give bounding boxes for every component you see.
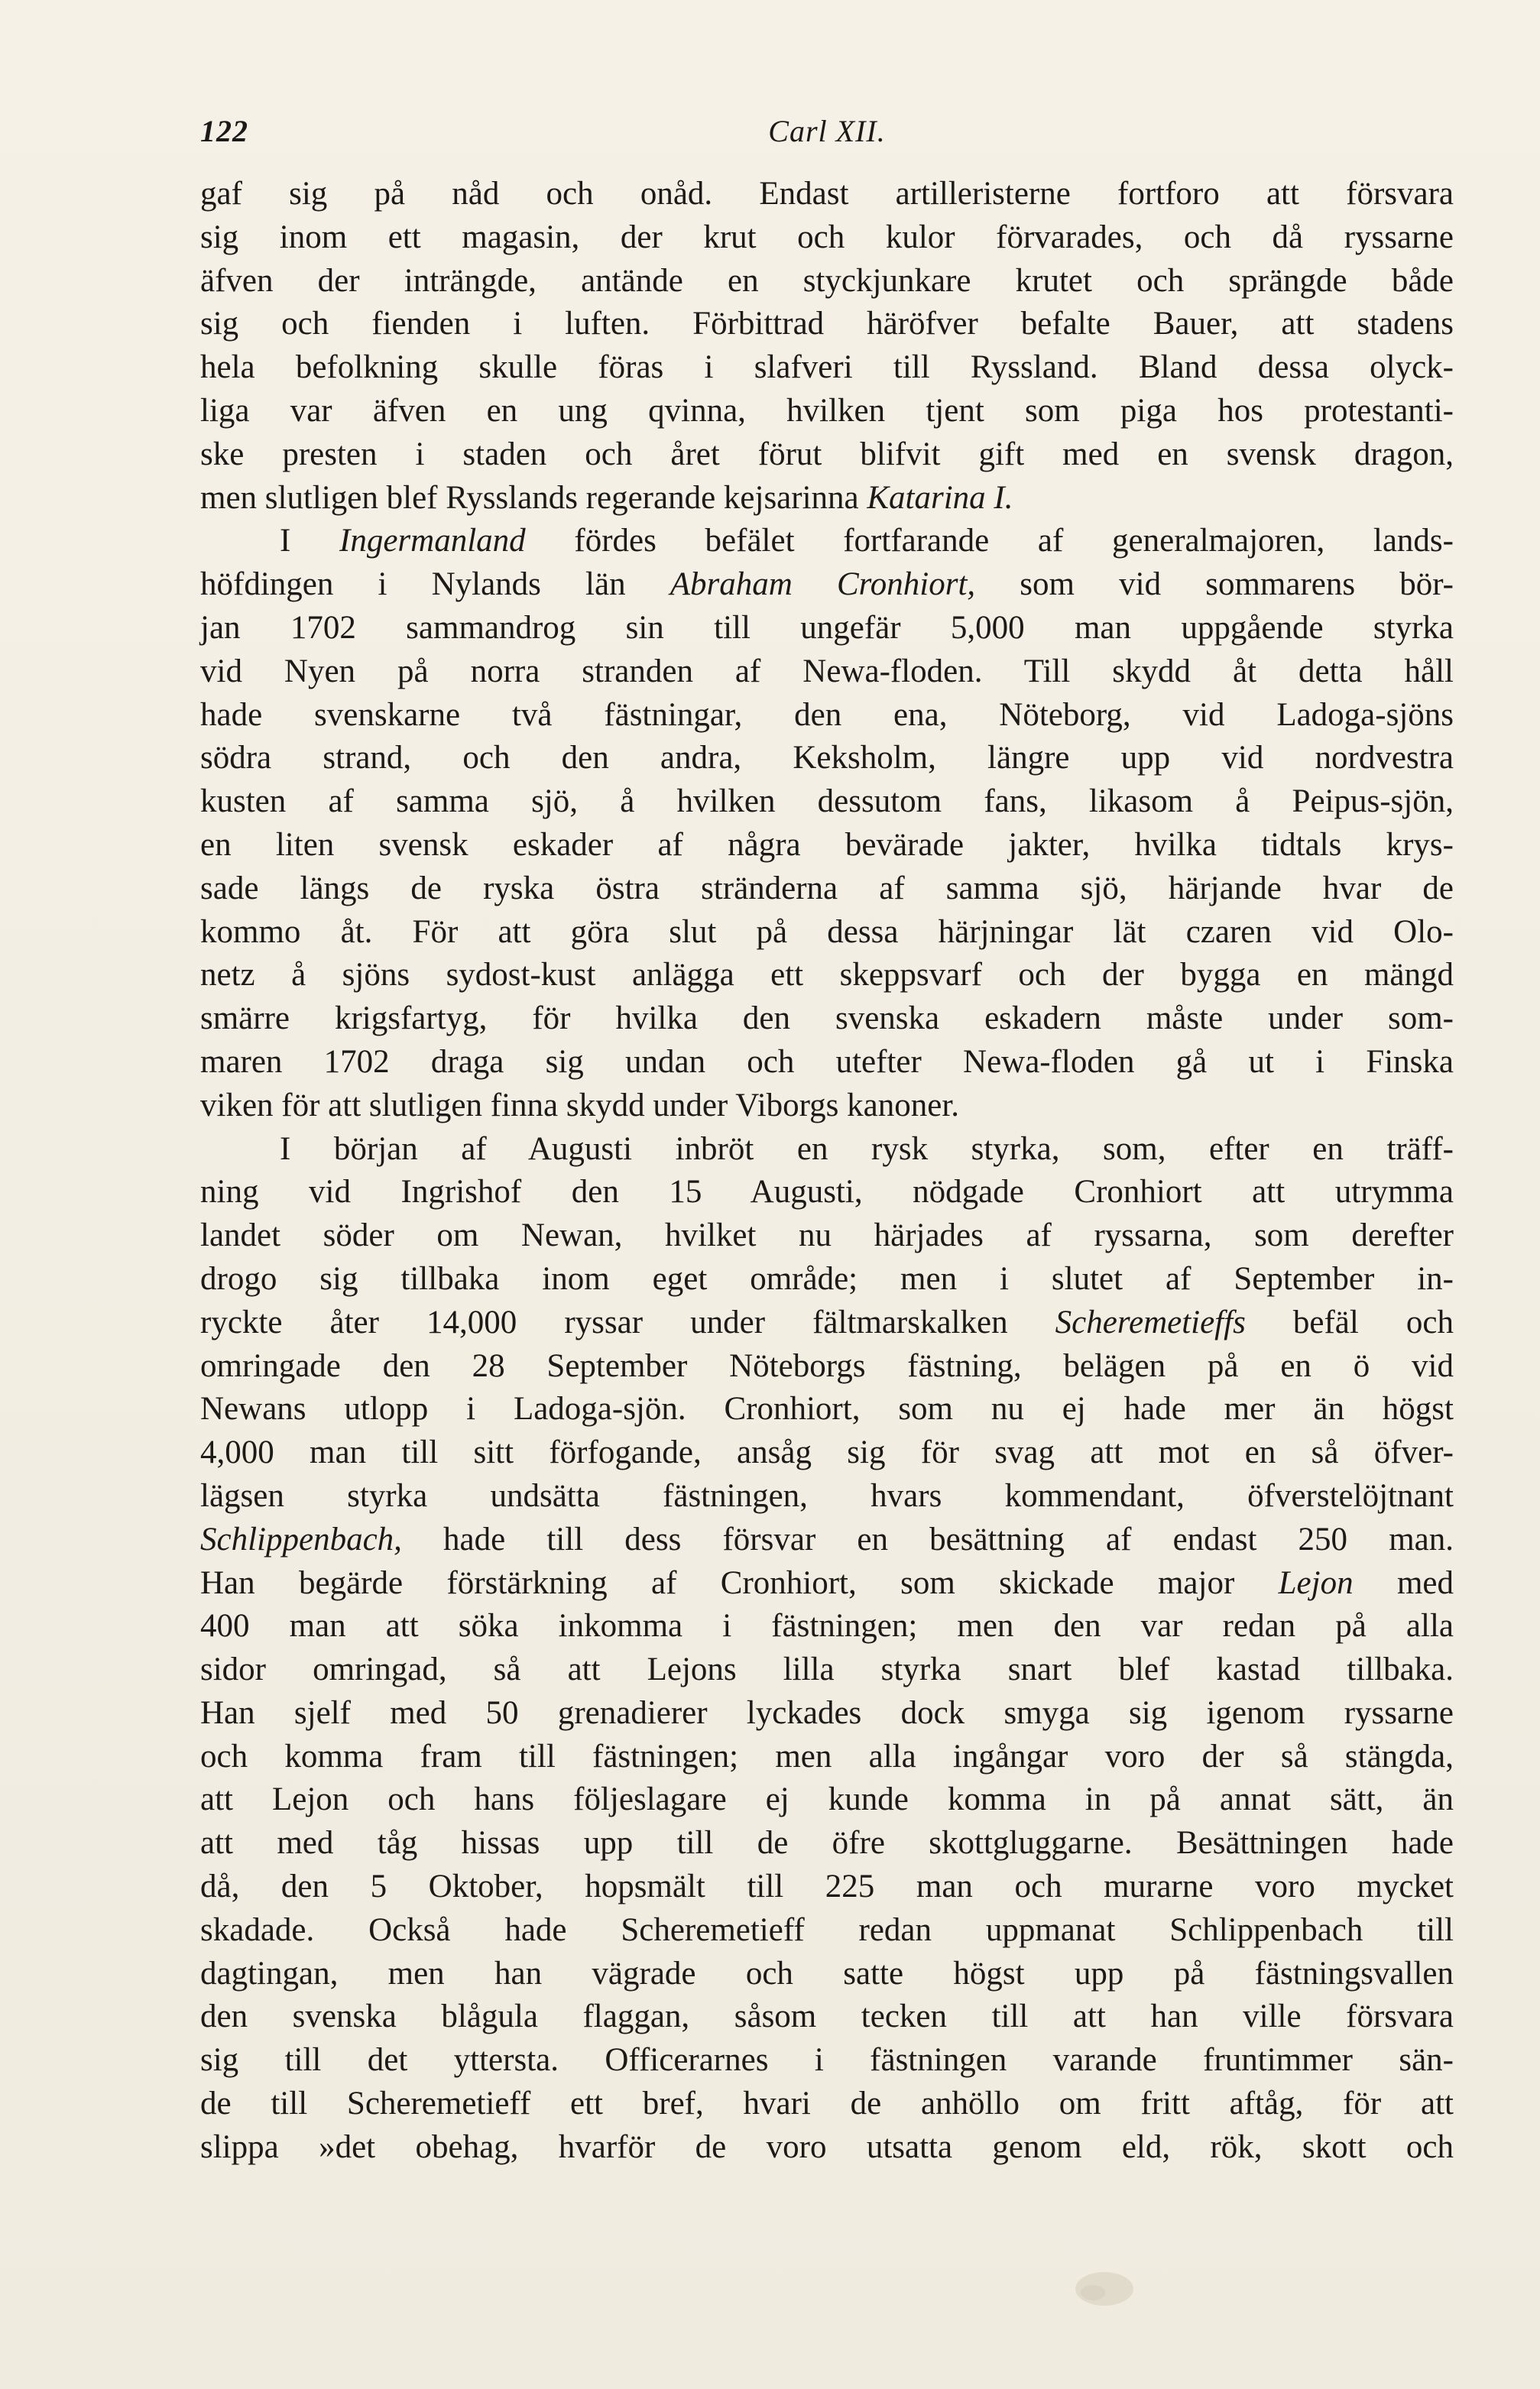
italic-name: Ingermanland [339,523,526,559]
text-segment: hade till dess försvar en besättning af endast 250 man. [401,1521,1454,1558]
text-line [200,563,1454,607]
text-line: den svenska blågula flaggan, såsom tecken till att han ville försvara [200,1998,1454,2035]
text-line: maren 1702 draga sig undan och utefter Newa-floden gå ut i Finska [200,1043,1454,1080]
text-line: viken för att slutligen finna skydd under Viborgs kanoner. [200,1087,960,1123]
text-segment: ryckte åter 14,000 ryssar under fältmarskalken [200,1304,1055,1340]
text-line: 400 man att söka inkomma i fästningen; men den var redan på alla [200,1608,1454,1645]
text-line: drogo sig tillbaka inom eget område; men i slutet af September in- [200,1260,1454,1297]
text-segment: Han begärde förstärkning af Cronhiort, som skickade major [200,1564,1279,1601]
text-line: sig och fienden i luften. Förbittrad häröfver befalte Bauer, att stadens [200,306,1454,342]
text-segment: I [280,523,340,559]
text-line: ning vid Ingrishof den 15 Augusti, nödgade Cronhiort att utrymma [200,1174,1454,1211]
text-line: Han sjelf med 50 grenadierer lyckades dock smyga sig igenom ryssarne [200,1694,1454,1731]
text-line: skadade. Också hade Scheremetieff redan uppmanat Schlippenbach till [200,1911,1454,1948]
text-segment: befäl och [1245,1304,1454,1340]
italic-name: Abraham Cronhiort, [669,566,976,603]
text-line: dagtingan, men han vägrade och satte högst upp på fästningsvallen [200,1955,1454,1992]
print-smudge [1070,2262,1139,2316]
text-line: netz å sjöns sydost-kust anlägga ett skeppsvarf och der bygga en mängd [200,957,1454,994]
text-line: hade svenskarne två fästningar, den ena, Nöteborg, vid Ladoga-sjöns [200,696,1454,733]
text-line: ske presten i staden och året förut blifvit gift med en svensk dragon, [200,436,1454,472]
text-line [200,477,1454,520]
text-line: kusten af samma sjö, å hvilken dessutom fans, likasom å Peipus-sjön, [200,783,1454,820]
text-line: I början af Augusti inbröt en rysk styrka, som, efter en träff- [280,1130,1454,1167]
text-line: lägsen styrka undsätta fästningen, hvars kommendant, öfverstelöjtnant [200,1477,1454,1514]
text-line: och komma fram till fästningen; men alla ingångar voro der så stängda, [200,1738,1454,1775]
text-line: jan 1702 sammandrog sin till ungefär 5,000 man uppgående styrka [200,609,1454,646]
text-line [200,520,1454,563]
text-line: gaf sig på nåd och onåd. Endast artilleristerne fortforo att försvara [200,176,1454,212]
text-line: äfven der inträngde, antände en styckjunkare krutet och sprängde både [200,262,1454,299]
text-line [200,1301,1454,1345]
text-line: de till Scheremetieff ett bref, hvari de anhöllo om fritt aftåg, för att [200,2086,1454,2122]
italic-name: Katarina I. [867,479,1013,516]
text-line [200,1519,1454,1562]
body-text [200,173,1454,2274]
text-line: 4,000 man till sitt förfogande, ansåg sig för svag att mot en så öfver- [200,1434,1454,1471]
text-segment: men slutligen blef Rysslands regerande kejsarinna [200,479,867,516]
running-head: Carl XII. [768,114,886,148]
text-line: vid Nyen på norra stranden af Newa-floden. Till skydd åt detta håll [200,653,1454,689]
text-line: slippa »det obehag, hvarför de voro utsatta genom eld, rök, skott och [200,2128,1454,2165]
text-line: landet söder om Newan, hvilket nu härjades af ryssarna, som derefter [200,1217,1454,1254]
text-line: hela befolkning skulle föras i slafveri till Ryssland. Bland dessa olyck- [200,349,1454,386]
text-line: sidor omringad, så att Lejons lilla styrka snart blef kastad tillbaka. [200,1652,1454,1688]
text-segment: som vid sommarens bör- [975,566,1454,603]
text-line: sade längs de ryska östra stränderna af samma sjö, härjande hvar de [200,870,1454,906]
italic-name: Scheremetieffs [1055,1304,1246,1340]
text-line: Newans utlopp i Ladoga-sjön. Cronhiort, som nu ej hade mer än högst [200,1391,1454,1428]
text-segment: fördes befälet fortfarande af generalmajoren, lands- [525,523,1454,559]
text-line [200,1562,1454,1606]
page-header [200,113,1454,159]
text-line: sig till det yttersta. Officerarnes i fästningen varande fruntimmer sän- [200,2042,1454,2079]
text-line: då, den 5 Oktober, hopsmält till 225 man och murarne voro mycket [200,1869,1454,1905]
text-line: liga var äfven en ung qvinna, hvilken tjent som piga hos protestanti- [200,392,1454,429]
text-line: sig inom ett magasin, der krut och kulor förvarades, och då ryssarne [200,219,1454,255]
text-segment: höfdingen i Nylands län [200,566,670,603]
text-segment: med [1353,1564,1454,1601]
page-number: 122 [200,114,248,148]
text-line: kommo åt. För att göra slut på dessa härjningar lät czaren vid Olo- [200,913,1454,950]
text-line: omringade den 28 September Nöteborgs fästning, belägen på en ö vid [200,1347,1454,1384]
italic-name: Lejon [1278,1564,1354,1601]
text-line: södra strand, och den andra, Keksholm, längre upp vid nordvestra [200,740,1454,776]
italic-name: Schlippenbach, [200,1521,402,1558]
text-line: att Lejon och hans följeslagare ej kunde komma in på annat sätt, än [200,1781,1454,1818]
text-line: att med tåg hissas upp till de öfre skottgluggarne. Besättningen hade [200,1825,1454,1862]
text-line: smärre krigsfartyg, för hvilka den svenska eskadern måste under som- [200,1000,1454,1037]
text-line: en liten svensk eskader af några bevärade jakter, hvilka tidtals krys- [200,826,1454,863]
